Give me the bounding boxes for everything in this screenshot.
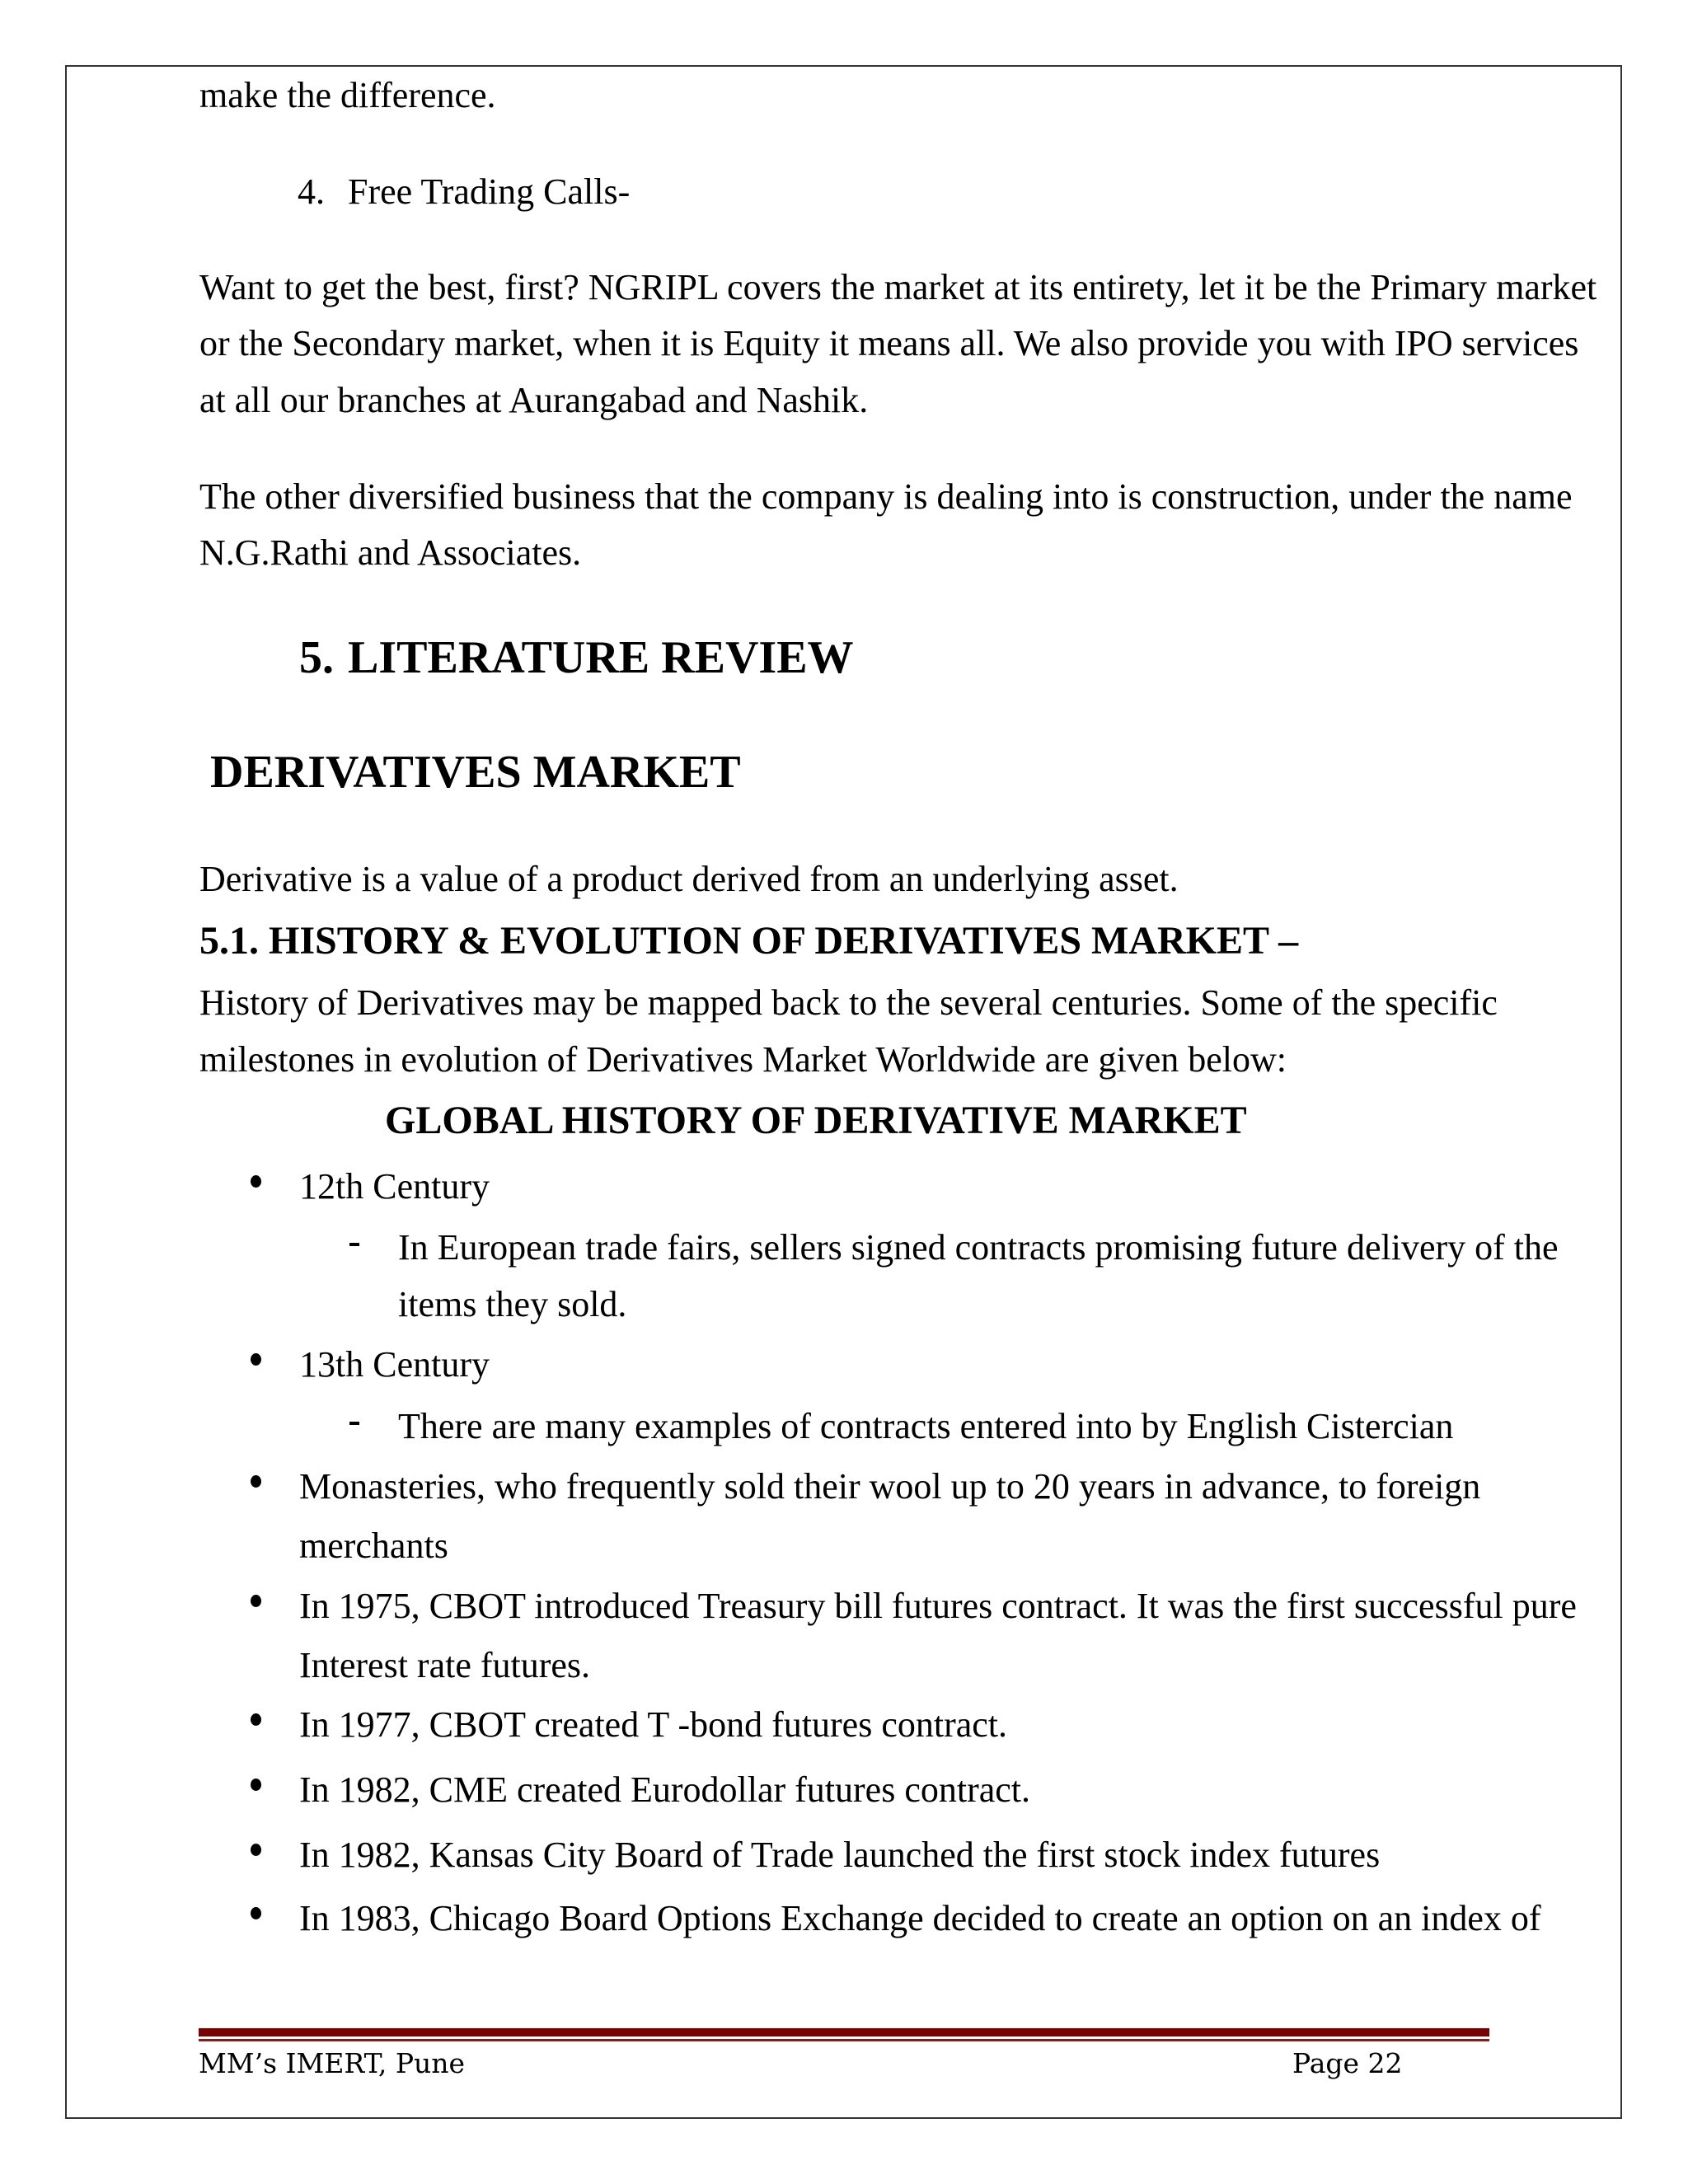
list-item-13th-century: 13th Century [299,1344,490,1385]
footer-rule-thick [199,2028,1489,2036]
intro-line-2: milestones in evolution of Derivatives Market Worldwide are given below: [199,1039,1287,1080]
list-item-1982-cme: In 1982, CME created Eurodollar futures contract. [299,1769,1031,1810]
section-heading-title: LITERATURE REVIEW [348,632,854,683]
dash-icon [349,1243,359,1246]
list-item-monasteries-line-2: merchants [299,1526,448,1566]
list-item-1975-line-1: In 1975, CBOT introduced Treasury bill futures contract. It was the first successful pure [299,1586,1577,1626]
bullet-icon [251,1475,261,1488]
paragraph-2-line-2: N.G.Rathi and Associates. [199,532,582,573]
numbered-item-label: Free Trading Calls- [348,171,631,212]
list-item-1975-line-2: Interest rate futures. [299,1645,591,1685]
paragraph-1-line-2: or the Secondary market, when it is Equity it means all. We also provide you with IPO services [199,323,1579,363]
list-item-1982-kansas: In 1982, Kansas City Board of Trade launched the first stock index futures [299,1835,1381,1875]
subheading-derivatives-market: DERIVATIVES MARKET [210,747,741,798]
footer-institution: MM’s IMERT, Pune [199,2047,466,2079]
bullet-icon [251,1353,261,1366]
footer-page-number: Page 22 [1292,2047,1403,2079]
list-item-european-trade-line-1: In European trade fairs, sellers signed contracts promising future delivery of the [398,1227,1559,1268]
list-item-1983: In 1983, Chicago Board Options Exchange decided to create an option on an index of [299,1898,1541,1938]
numbered-item-number: 4. [298,171,325,212]
list-item-cistercian: There are many examples of contracts entered into by English Cistercian [398,1406,1454,1446]
paragraph-1-line-1: Want to get the best, first? NGRIPL covers the market at its entirety, let it be the Primary market [199,267,1597,307]
subsection-heading: 5.1. HISTORY & EVOLUTION OF DERIVATIVES MARKET – [199,919,1299,963]
paragraph-2-line-1: The other diversified business that the company is dealing into is construction, under the name [199,476,1573,517]
bullet-icon [251,1779,261,1791]
intro-line-1: History of Derivatives may be mapped back to the several centuries. Some of the specific [199,982,1498,1023]
list-item-12th-century: 12th Century [299,1166,490,1207]
section-heading-number: 5. [299,632,334,683]
bullet-icon [251,1844,261,1856]
continuation-text: make the difference. [199,75,496,115]
list-item-monasteries-line-1: Monasteries, who frequently sold their wool up to 20 years in advance, to foreign [299,1466,1481,1507]
centered-title: GLOBAL HISTORY OF DERIVATIVE MARKET [385,1099,1247,1142]
definition-text: Derivative is a value of a product derived from an underlying asset. [199,859,1179,899]
bullet-icon [251,1175,261,1188]
bullet-icon [251,1907,261,1919]
list-item-1977: In 1977, CBOT created T -bond futures contract. [299,1704,1008,1745]
page-border [65,65,1622,2119]
paragraph-1-line-3: at all our branches at Aurangabad and Nashik. [199,380,869,420]
list-item-european-trade-line-2: items they sold. [398,1284,627,1324]
footer-rule-thin [199,2039,1489,2041]
bullet-icon [251,1713,261,1726]
bullet-icon [251,1595,261,1607]
dash-icon [349,1422,359,1425]
